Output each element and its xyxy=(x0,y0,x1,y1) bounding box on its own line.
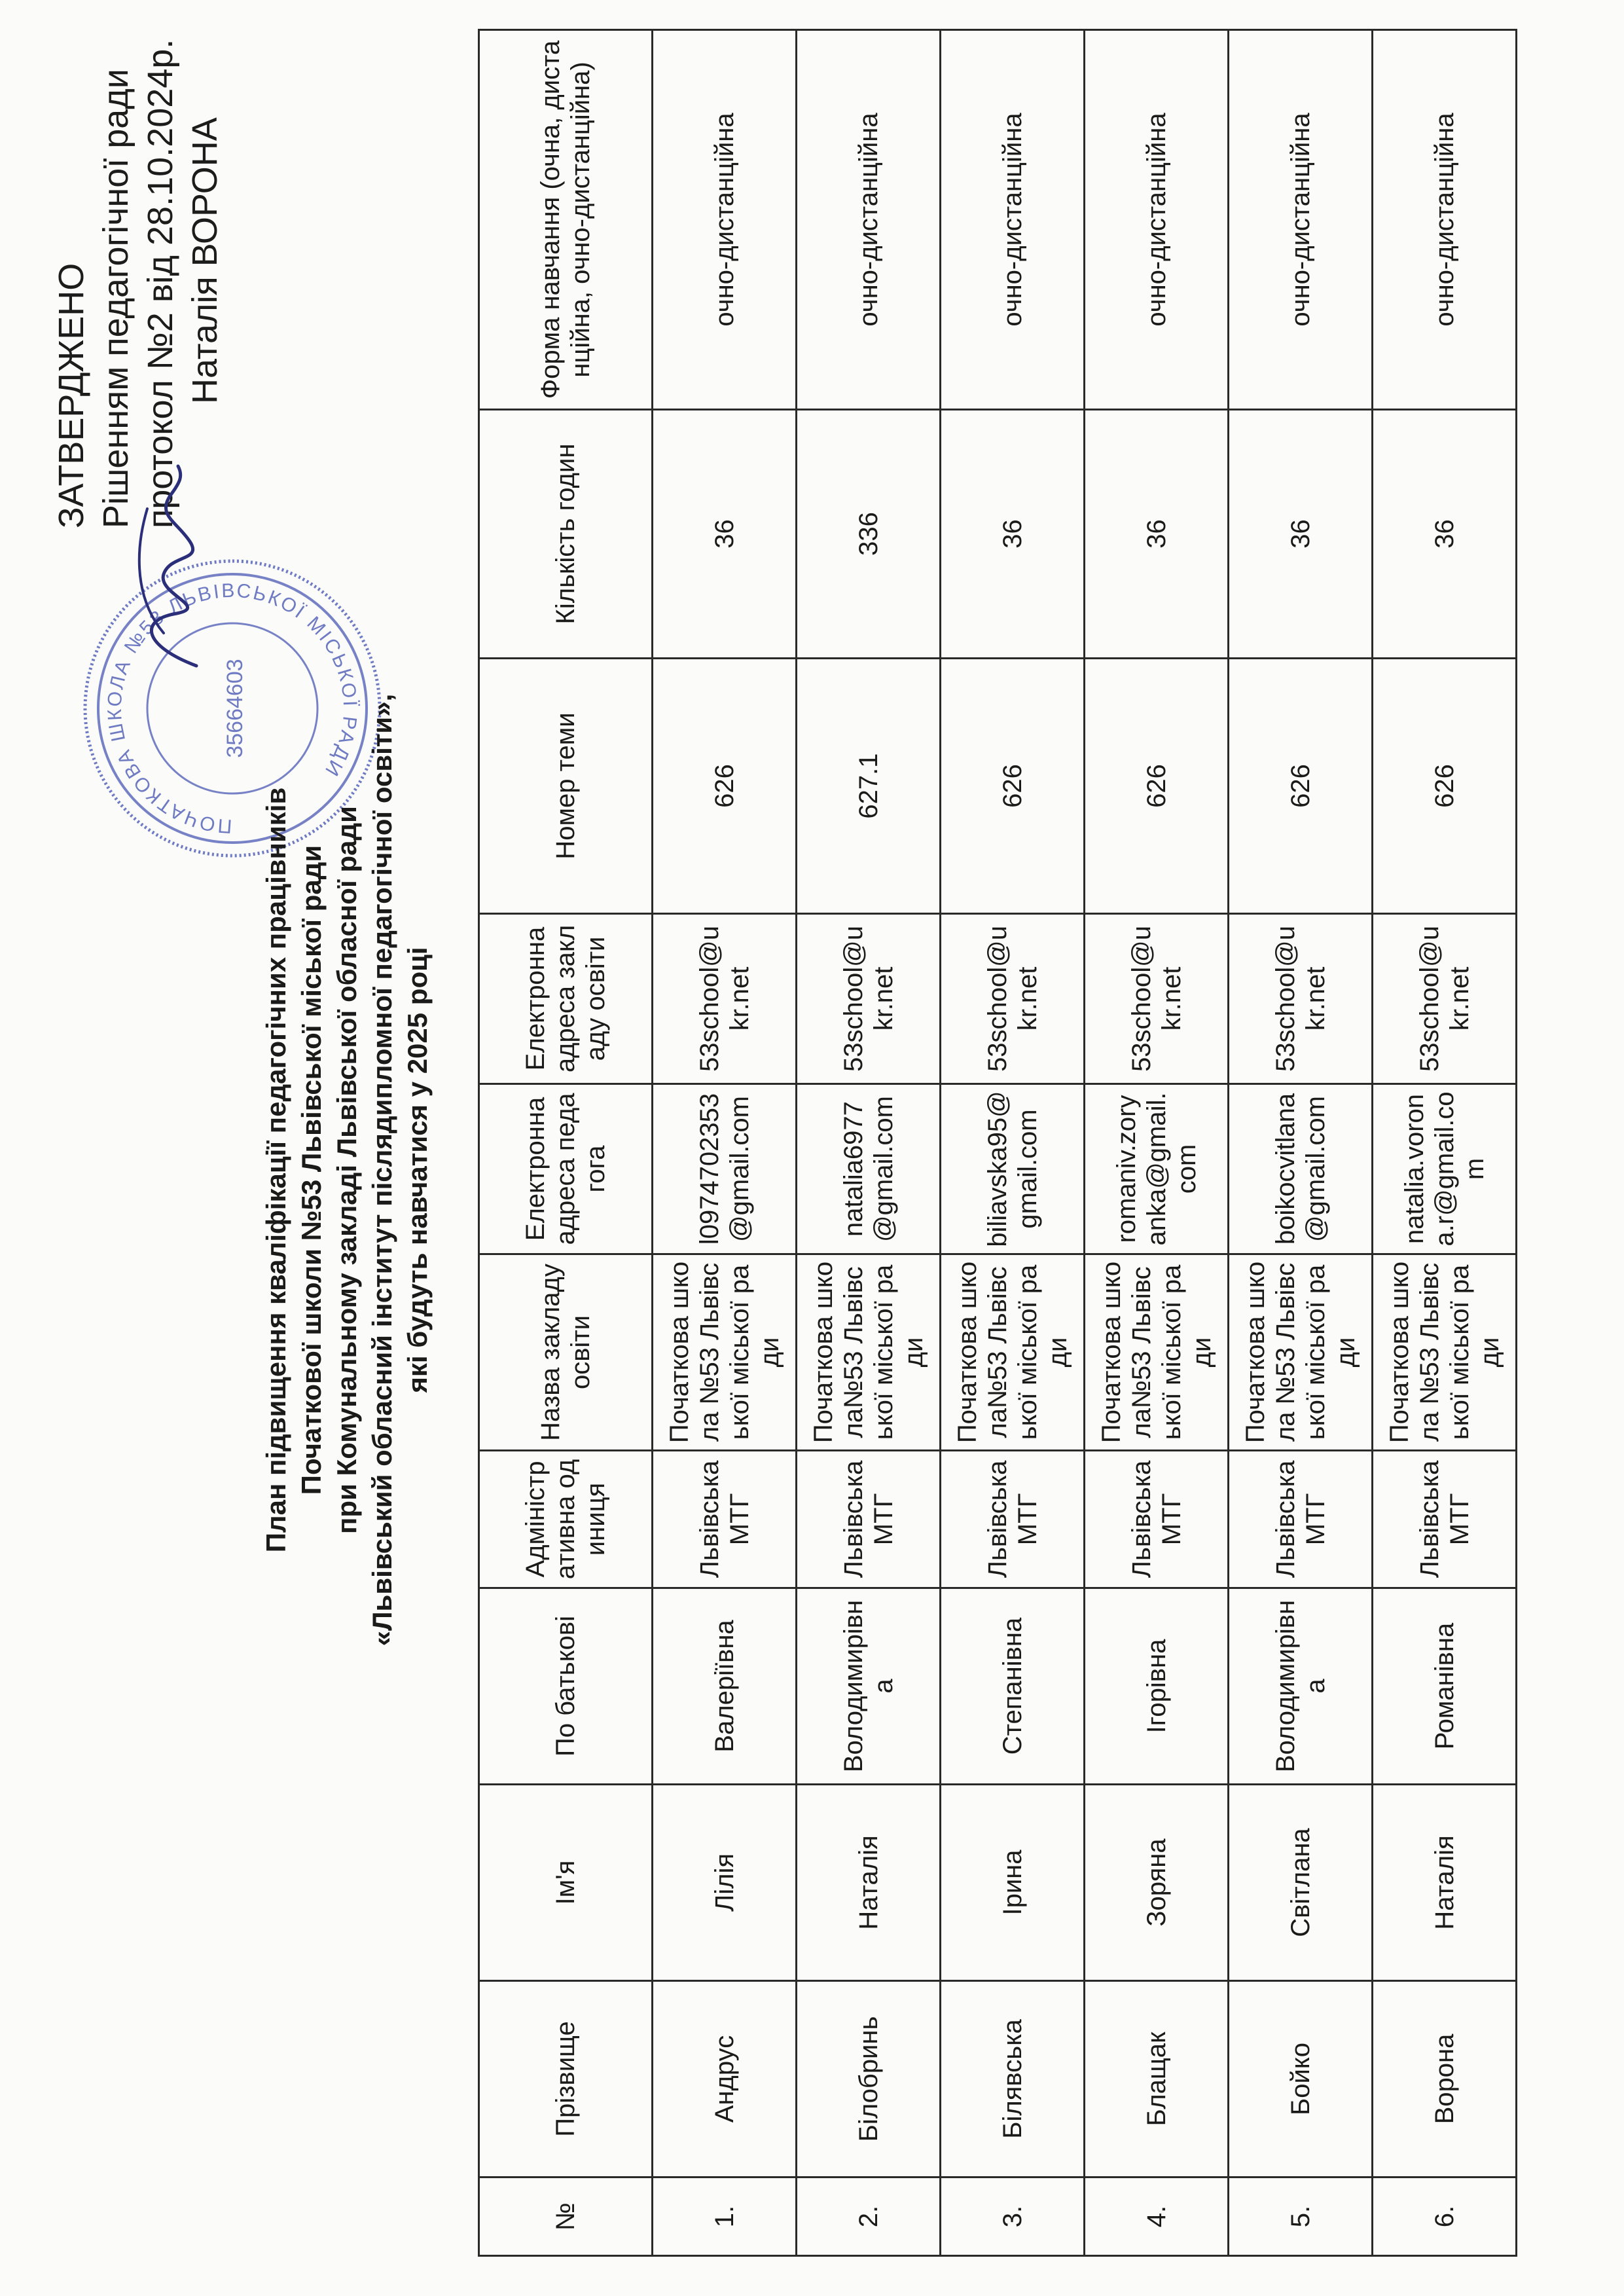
cell-col-surname: Ворона xyxy=(1373,1981,1517,2178)
cell-col-study-form: очно-дистанційна xyxy=(1085,30,1229,410)
cell-col-school-email: 53school@ukr.net xyxy=(1373,914,1517,1084)
approval-block xyxy=(49,31,227,528)
cell-col-school-email: 53school@ukr.net xyxy=(1085,914,1229,1084)
cell-col-number: 4. xyxy=(1085,2178,1229,2256)
header-col-school-email: Електронна адреса закладу освіти xyxy=(479,914,653,1084)
cell-col-admin-unit: Львівська МТГ xyxy=(1373,1451,1517,1588)
cell-col-school-email: 53school@ukr.net xyxy=(797,914,941,1084)
approval-protocol: протокол №2 від 28.10.2024р. xyxy=(141,39,180,528)
table-row xyxy=(1229,30,1373,2256)
header-col-number: № xyxy=(479,2178,653,2256)
cell-col-number: 6. xyxy=(1373,2178,1517,2256)
cell-col-hours: 36 xyxy=(1229,410,1373,659)
cell-col-teacher-email: natalia.vorona.r@gmail.com xyxy=(1373,1084,1517,1254)
cell-col-school-name: Початкова школа №53 Львівської міської ради xyxy=(653,1254,797,1451)
handwritten-signature xyxy=(118,463,223,672)
cell-col-teacher-email: natalia6977@gmail.com xyxy=(797,1084,941,1254)
cell-col-topic-number: 626 xyxy=(653,659,797,914)
header-col-surname: Прізвище xyxy=(479,1981,653,2178)
cell-col-patronymic: Романівна xyxy=(1373,1588,1517,1785)
title-line-4: «Львівський обласний інститут післядипломної педагогічної освіти», xyxy=(367,693,397,1647)
cell-col-number: 5. xyxy=(1229,2178,1373,2256)
cell-col-school-name: Початкова школа№53 Львівської міської ради xyxy=(797,1254,941,1451)
cell-col-first-name: Ірина xyxy=(941,1785,1085,1981)
cell-col-patronymic: Володимирівна xyxy=(797,1588,941,1785)
approval-heading: ЗАТВЕРДЖЕНО xyxy=(52,263,91,528)
table-row xyxy=(797,30,941,2256)
cell-col-patronymic: Валеріївна xyxy=(653,1588,797,1785)
cell-col-study-form: очно-дистанційна xyxy=(1373,30,1517,410)
cell-col-first-name: Зоряна xyxy=(1085,1785,1229,1981)
header-col-teacher-email: Електронна адреса педагога xyxy=(479,1084,653,1254)
cell-col-surname: Блащак xyxy=(1085,1981,1229,2178)
cell-col-topic-number: 626 xyxy=(1373,659,1517,914)
title-line-1: План підвищення кваліфікації педагогічних працівників xyxy=(261,787,291,1553)
header-col-topic-number: Номер теми xyxy=(479,659,653,914)
cell-col-teacher-email: romaniv.zoryanka@gmail.com xyxy=(1085,1084,1229,1254)
cell-col-school-email: 53school@ukr.net xyxy=(941,914,1085,1084)
header-col-study-form: Форма навчання (очна, дистанційна, очно-дистанційна) xyxy=(479,30,653,410)
table-row xyxy=(1373,30,1517,2256)
cell-col-patronymic: Ігорівна xyxy=(1085,1588,1229,1785)
cell-col-teacher-email: boikocvitlana@gmail.com xyxy=(1229,1084,1373,1254)
cell-col-surname: Білобринь xyxy=(797,1981,941,2178)
cell-col-topic-number: 626 xyxy=(1229,659,1373,914)
cell-col-admin-unit: Львівська МТГ xyxy=(653,1451,797,1588)
cell-col-number: 2. xyxy=(797,2178,941,2256)
cell-col-admin-unit: Львівська МТГ xyxy=(1085,1451,1229,1588)
cell-col-topic-number: 627.1 xyxy=(797,659,941,914)
cell-col-teacher-email: biliavska95@gmail.com xyxy=(941,1084,1085,1254)
header-col-patronymic: По батькові xyxy=(479,1588,653,1785)
table-row xyxy=(653,30,797,2256)
cell-col-first-name: Лілія xyxy=(653,1785,797,1981)
title-line-3: при Комунальному закладі Львівської обласної ради xyxy=(331,806,362,1534)
cell-col-number: 1. xyxy=(653,2178,797,2256)
cell-col-admin-unit: Львівська МТГ xyxy=(797,1451,941,1588)
cell-col-surname: Бойко xyxy=(1229,1981,1373,2178)
svg-text:35664603: 35664603 xyxy=(223,659,247,758)
cell-col-number: 3. xyxy=(941,2178,1085,2256)
cell-col-admin-unit: Львівська МТГ xyxy=(1229,1451,1373,1588)
cell-col-first-name: Наталія xyxy=(797,1785,941,1981)
cell-col-patronymic: Степанівна xyxy=(941,1588,1085,1785)
cell-col-admin-unit: Львівська МТГ xyxy=(941,1451,1085,1588)
cell-col-hours: 36 xyxy=(1085,410,1229,659)
table-row xyxy=(1085,30,1229,2256)
cell-col-patronymic: Володимирівна xyxy=(1229,1588,1373,1785)
cell-col-study-form: очно-дистанційна xyxy=(653,30,797,410)
header-col-school-name: Назва закладу освіти xyxy=(479,1254,653,1451)
title-line-5: які будуть навчатися у 2025 році xyxy=(402,947,433,1393)
svg-text:ПОЧАТКОВА ШКОЛА №53 ЛЬВІВСЬКОЇ: ПОЧАТКОВА ШКОЛА №53 ЛЬВІВСЬКОЇ МІСЬКОЇ РАДИ xyxy=(103,579,361,837)
cell-col-hours: 36 xyxy=(1373,410,1517,659)
cell-col-study-form: очно-дистанційна xyxy=(941,30,1085,410)
cell-col-hours: 336 xyxy=(797,410,941,659)
cell-col-school-name: Початкова школа№53 Львівської міської ради xyxy=(1085,1254,1229,1451)
cell-col-school-email: 53school@ukr.net xyxy=(1229,914,1373,1084)
cell-col-school-name: Початкова школа №53 Львівської міської ради xyxy=(1229,1254,1373,1451)
table-body xyxy=(653,30,1517,2256)
header-col-hours: Кількість годин xyxy=(479,410,653,659)
cell-col-teacher-email: l0974702353@gmail.com xyxy=(653,1084,797,1254)
cell-col-study-form: очно-дистанційна xyxy=(797,30,941,410)
cell-col-school-email: 53school@ukr.net xyxy=(653,914,797,1084)
document-title xyxy=(259,502,435,1838)
header-col-first-name: Ім'я xyxy=(479,1785,653,1981)
cell-col-first-name: Наталія xyxy=(1373,1785,1517,1981)
approval-decision: Рішенням педагогічної ради xyxy=(96,69,135,528)
table-row xyxy=(941,30,1085,2256)
cell-col-surname: Білявська xyxy=(941,1981,1085,2178)
title-line-2: Початкової школи №53 Львівської міської ради xyxy=(296,845,327,1495)
cell-col-hours: 36 xyxy=(653,410,797,659)
cell-col-topic-number: 626 xyxy=(941,659,1085,914)
approval-signatory: Наталія ВОРОНА xyxy=(185,117,225,404)
cell-col-school-name: Початкова школа №53 Львівської міської ради xyxy=(1373,1254,1517,1451)
table-header-row xyxy=(479,30,653,2256)
cell-col-study-form: очно-дистанційна xyxy=(1229,30,1373,410)
training-plan-table xyxy=(478,29,1517,2257)
cell-col-school-name: Початкова школа№53 Львівської міської ради xyxy=(941,1254,1085,1451)
cell-col-hours: 36 xyxy=(941,410,1085,659)
cell-col-first-name: Світлана xyxy=(1229,1785,1373,1981)
header-col-admin-unit: Адміністративна одиниця xyxy=(479,1451,653,1588)
cell-col-surname: Андрус xyxy=(653,1981,797,2178)
cell-col-topic-number: 626 xyxy=(1085,659,1229,914)
